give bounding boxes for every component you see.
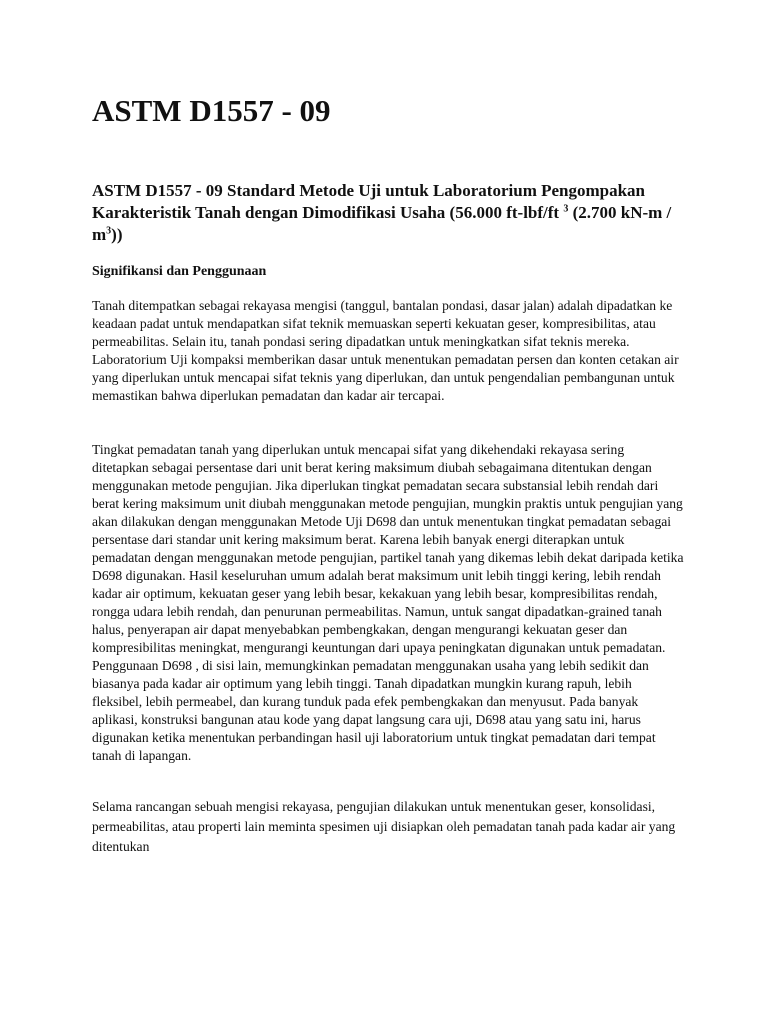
section-heading: Signifikansi dan Penggunaan (92, 264, 267, 279)
paragraph-1: Tanah ditempatkan sebagai rekayasa mengisi (tanggul, bantalan pondasi, dasar jalan) adalah dipadatkan ke keadaan padat untuk mendapatkan sifat teknik memuaskan seperti kekuatan geser, kompresibilitas, atau permeabilitas. Selain itu, tanah pondasi sering dipadatkan untuk meningkatkan sifat teknis mereka. Laboratorium Uji kompaksi memberikan dasar untuk menentukan pemadatan persen dan konten cetakan air yang diperlukan untuk mencapai sifat teknis yang diperlukan, dan untuk pengendalian pembangunan untuk memastikan bahwa diperlukan pemadatan dan kadar air tercapai. (92, 298, 679, 403)
subtitle-superscript-1: 3 (563, 203, 569, 215)
subtitle-mid-text: (2.700 kN-m / m (92, 203, 672, 244)
subtitle-end-text: )) (111, 225, 123, 244)
paragraph-3: Selama rancangan sebuah mengisi rekayasa, pengujian dilakukan untuk menentukan geser, konsolidasi, permeabilitas, atau properti lain meminta spesimen uji disiapkan oleh pemadatan tanah pada kadar air yang ditentukan (92, 799, 676, 854)
paragraph-2: Tingkat pemadatan tanah yang diperlukan untuk mencapai sifat yang dikehendaki rekayasa sering ditetapkan sebagai persentase dari unit berat kering maksimum diubah sebagaimana ditentukan dengan menggunakan metode pengujian. Jika diperlukan tingkat pemadatan secara substansial lebih rendah dari berat kering maksimum unit diubah menggunakan metode pengujian, mungkin praktis untuk pengujian yang akan dilakukan dengan menggunakan Metode Uji D698 dan untuk menentukan tingkat pemadatan sebagai persentase dari standar unit kering maksimum berat. Karena lebih banyak energi diterapkan untuk pemadatan dengan menggunakan metode pengujian, partikel tanah yang dikemas lebih dekat daripada ketika D698 digunakan. Hasil keseluruhan umum adalah berat maksimum unit lebih tinggi kering, lebih rendah kadar air optimum, kekuatan geser yang lebih besar, kekakuan yang lebih besar, kompresibilitas rendah, rongga udara lebih rendah, dan penurunan permeabilitas. Namun, untuk sangat dipadatkan-grained tanah halus, penyerapan air dapat menyebabkan pembengkakan, dengan mengurangi kekuatan geser dan kompresibilitas meningkat, mengurangi keuntungan dari upaya peningkatan digunakan untuk pemadatan. Penggunaan D698 , di sisi lain, memungkinkan pemadatan menggunakan usaha yang lebih sedikit dan biasanya pada kadar air optimum yang lebih tinggi. Tanah dipadatkan mungkin kurang rapuh, lebih fleksibel, lebih permeabel, dan kurang tunduk pada efek pembengkakan dan menyusut. Pada banyak aplikasi, konstruksi bangunan atau kode yang dapat langsung cara uji, D698 atau yang satu ini, harus digunakan ketika menentukan perbandingan hasil uji laboratorium untuk tingkat pemadatan dari tempat tanah di lapangan. (92, 442, 684, 763)
subtitle-superscript-2: 3 (106, 225, 112, 237)
document-subtitle (92, 180, 682, 246)
document-title: ASTM D1557 - 09 (92, 93, 331, 128)
subtitle-main-text: ASTM D1557 - 09 Standard Metode Uji untuk Laboratorium Pengompakan Karakteristik Tanah dengan Dimodifikasi Usaha (56.000 ft-lbf/ft (92, 181, 646, 222)
